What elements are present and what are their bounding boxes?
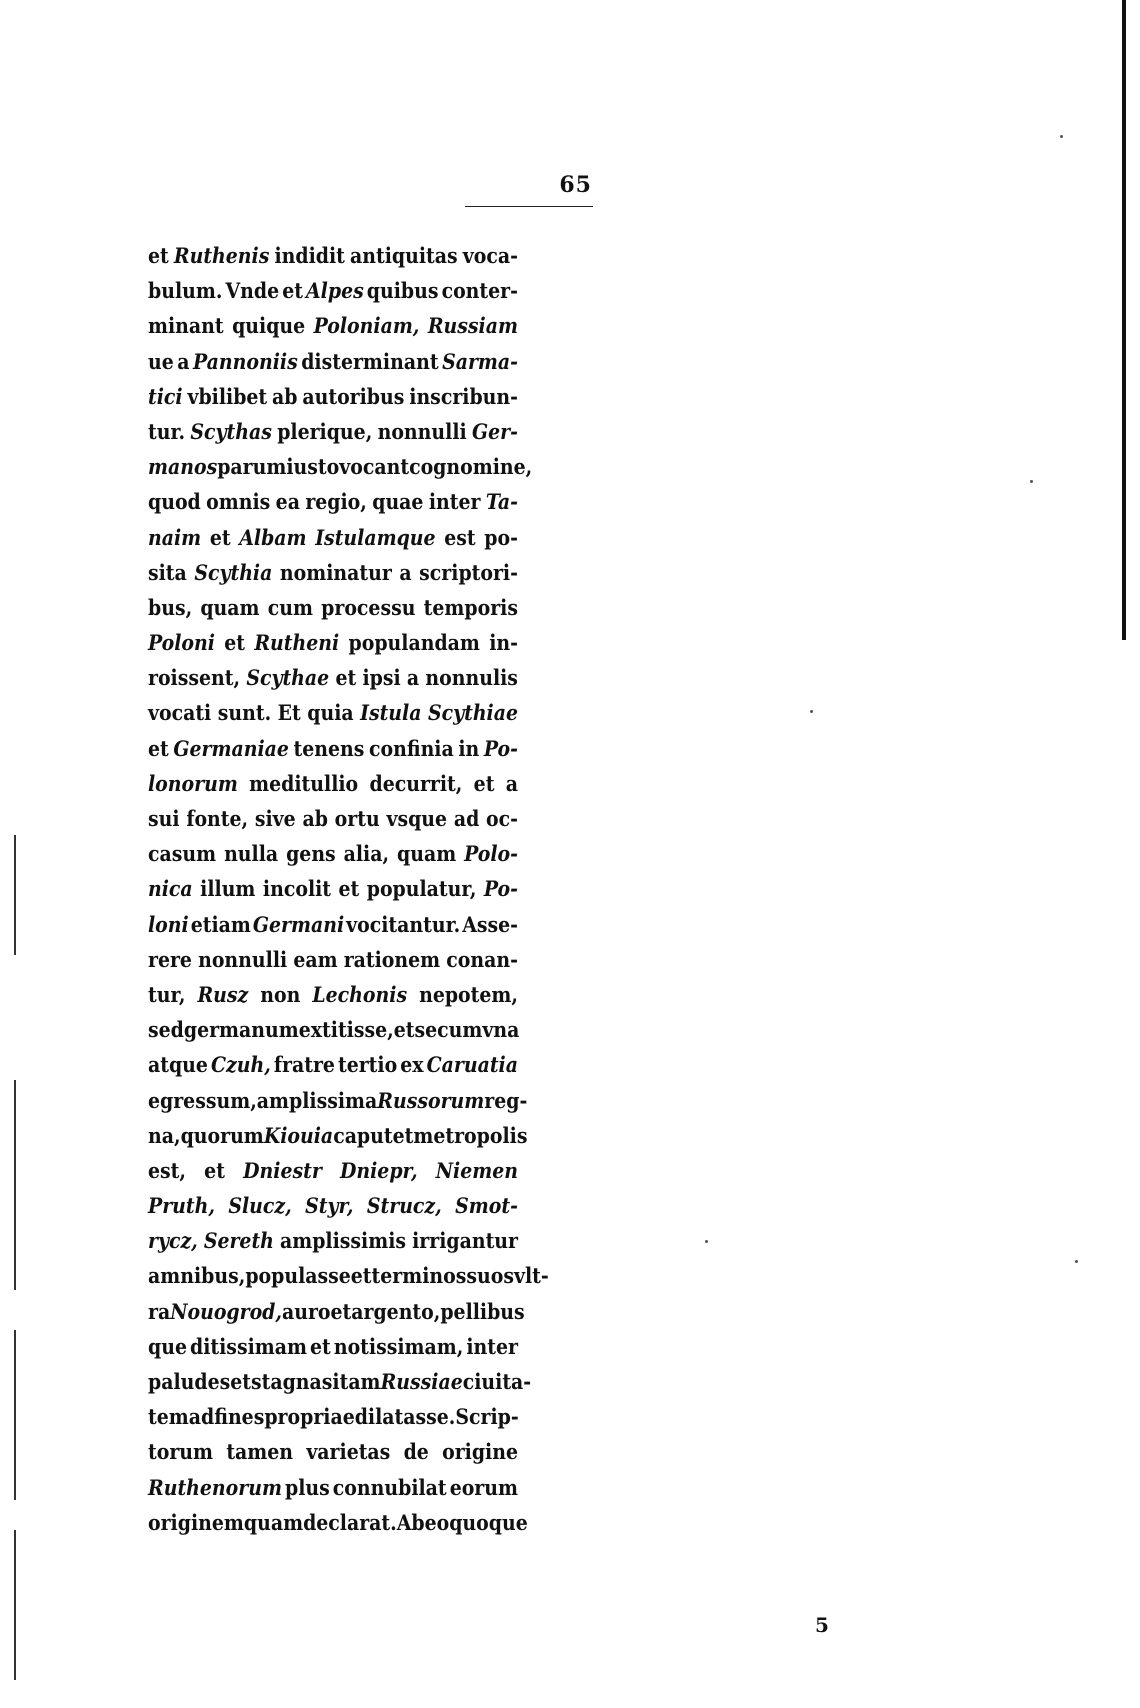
word: amplissima xyxy=(256,1087,378,1113)
word: quorum xyxy=(180,1122,264,1148)
text-line xyxy=(148,1012,518,1047)
word: Ab xyxy=(396,1509,425,1535)
word: quam xyxy=(243,1509,304,1535)
word: naim xyxy=(148,524,202,550)
word: Ta- xyxy=(485,489,518,515)
word: Pannoniis xyxy=(193,348,298,374)
word: nonnulli xyxy=(377,418,467,444)
text-line xyxy=(148,1399,518,1434)
word: pellibus xyxy=(440,1298,525,1324)
text-line xyxy=(148,273,518,308)
word: origine xyxy=(442,1439,518,1465)
text-line xyxy=(148,871,518,906)
text-line xyxy=(148,484,518,519)
word: Niemen xyxy=(435,1157,518,1183)
word: ciuita- xyxy=(462,1369,532,1394)
word: inter xyxy=(428,489,481,515)
word: sive xyxy=(254,806,296,831)
word: germanum xyxy=(183,1017,299,1043)
word: Lechonis xyxy=(312,981,408,1007)
word: paludes xyxy=(148,1369,231,1394)
text-line xyxy=(148,344,518,379)
word: propriae xyxy=(264,1404,355,1430)
word: nonnulli xyxy=(198,946,288,972)
word: plerique, xyxy=(277,418,373,444)
word: et xyxy=(392,1122,414,1148)
word: vlt- xyxy=(514,1263,549,1289)
word: Ruthenis xyxy=(173,243,270,268)
word: dilatasse. xyxy=(354,1404,456,1430)
word: Slucz, xyxy=(228,1193,292,1219)
word: Ruthenorum xyxy=(148,1474,282,1500)
word: Rutheni xyxy=(254,630,340,656)
word: a xyxy=(406,665,420,691)
text-line xyxy=(148,555,518,590)
body-text xyxy=(148,238,549,1540)
word: casum xyxy=(148,841,217,867)
word: quam xyxy=(200,594,260,620)
word: stagna xyxy=(250,1369,322,1394)
text-line xyxy=(148,1294,525,1329)
word: populatur, xyxy=(366,876,477,902)
text-line xyxy=(148,308,518,343)
word: sunt. xyxy=(217,700,272,726)
word: tertio xyxy=(337,1052,398,1078)
word: Po- xyxy=(483,735,518,761)
word: alia, xyxy=(343,841,390,867)
text-line xyxy=(148,590,518,625)
word: Et xyxy=(277,700,301,726)
word: declarat. xyxy=(303,1509,397,1535)
word: ad xyxy=(188,1404,215,1430)
paper-speck xyxy=(1075,1260,1078,1263)
word: conter- xyxy=(441,278,518,304)
word: argento, xyxy=(351,1298,441,1324)
word: in- xyxy=(489,630,518,656)
text-line xyxy=(148,907,518,942)
text-line xyxy=(148,1364,532,1399)
word: quique xyxy=(232,313,306,339)
word: originem xyxy=(148,1509,244,1535)
word: Istula xyxy=(360,700,422,726)
word: Pruth, xyxy=(148,1193,215,1219)
word: Ger- xyxy=(472,418,518,444)
word: et xyxy=(224,630,246,656)
word: torum xyxy=(148,1439,214,1465)
word: tici xyxy=(148,383,183,409)
word: et xyxy=(335,665,357,691)
word: scriptori- xyxy=(419,559,518,585)
word: rere xyxy=(148,946,192,972)
word: Sarma- xyxy=(442,348,518,374)
word: voca- xyxy=(462,243,518,268)
word: quod xyxy=(148,489,201,515)
word: manos xyxy=(148,454,218,480)
margin-rule xyxy=(14,1080,16,1290)
word: Strucz, xyxy=(366,1193,442,1219)
word: Czuh, xyxy=(211,1052,271,1078)
word: suos xyxy=(466,1263,514,1289)
word: vocant xyxy=(339,454,410,480)
paper-speck xyxy=(1060,135,1063,138)
word: non xyxy=(260,981,301,1007)
margin-rule xyxy=(14,835,16,955)
word: populandam xyxy=(348,630,480,656)
text-line xyxy=(148,801,518,836)
text-line xyxy=(148,731,518,766)
word: ortu xyxy=(334,806,380,831)
word: tur, xyxy=(148,981,186,1007)
word: amnibus, xyxy=(148,1263,246,1289)
word: quoque xyxy=(449,1509,528,1535)
word: Dniepr, xyxy=(340,1157,418,1183)
word: ab xyxy=(302,806,328,831)
word: et xyxy=(204,1157,225,1183)
word: eo xyxy=(424,1509,450,1535)
word: illum xyxy=(200,876,256,902)
word: loni xyxy=(148,911,189,937)
word: Po- xyxy=(483,876,518,902)
text-line xyxy=(148,379,518,414)
word: Styr, xyxy=(305,1193,354,1219)
word: sui xyxy=(148,806,180,831)
word: sita xyxy=(148,559,187,585)
word: et xyxy=(473,770,495,796)
word: processu xyxy=(321,594,416,620)
text-line xyxy=(148,695,518,730)
word: et xyxy=(282,278,303,304)
word: incolit xyxy=(262,876,332,902)
word: vsque xyxy=(386,806,448,831)
word: temporis xyxy=(423,594,518,620)
word: Russiae xyxy=(380,1369,463,1394)
word: a xyxy=(177,348,190,374)
word: et xyxy=(148,243,169,268)
word: cum xyxy=(267,594,313,620)
word: autoribus xyxy=(302,383,405,409)
text-line xyxy=(148,1329,518,1364)
word: na, xyxy=(148,1122,181,1148)
word: Scythia xyxy=(194,559,273,585)
word: Istulamque xyxy=(315,524,436,550)
word: lonorum xyxy=(148,770,238,796)
word: et xyxy=(209,524,231,550)
text-line xyxy=(148,766,518,801)
word: po- xyxy=(484,524,518,550)
text-line xyxy=(148,1188,518,1223)
word: regio, xyxy=(305,489,367,515)
word: inter xyxy=(466,1333,518,1359)
word: egressum, xyxy=(148,1087,257,1113)
word: vocitantur. xyxy=(346,911,461,937)
text-line xyxy=(148,1118,528,1153)
word: quam xyxy=(397,841,457,867)
word: plus xyxy=(285,1474,330,1500)
word: et xyxy=(330,1298,352,1324)
word: secum xyxy=(414,1017,483,1043)
word: et xyxy=(148,735,169,761)
word: Alpes xyxy=(306,278,364,304)
word: nonnulis xyxy=(425,665,518,691)
word: et xyxy=(393,1017,415,1043)
word: est xyxy=(444,524,476,550)
word: eam xyxy=(293,946,338,972)
word: inscribun- xyxy=(409,383,518,409)
word: ditissimam xyxy=(190,1333,307,1359)
word: eorum xyxy=(449,1474,518,1500)
word: Germani xyxy=(252,911,345,937)
word: metropolis xyxy=(413,1122,528,1148)
word: auro xyxy=(281,1298,331,1324)
word: quae xyxy=(372,489,424,515)
word: Russorum xyxy=(377,1087,485,1113)
text-line xyxy=(148,836,518,871)
text-line xyxy=(148,1470,518,1505)
word: caput xyxy=(333,1122,393,1148)
header-rule xyxy=(465,206,593,207)
word: Asse- xyxy=(462,911,518,937)
text-line xyxy=(148,977,518,1012)
word: ue xyxy=(148,348,174,374)
word: connubilat xyxy=(332,1474,447,1500)
text-line xyxy=(148,1258,549,1293)
word: gens xyxy=(286,841,336,867)
text-line xyxy=(148,414,518,449)
word: sed xyxy=(148,1017,184,1043)
word: vbilibet xyxy=(187,383,268,409)
word: extitisse, xyxy=(298,1017,394,1043)
word: Albam xyxy=(239,524,307,550)
word: Dniestr xyxy=(243,1157,322,1183)
word: in xyxy=(458,735,480,761)
word: antiquitas xyxy=(350,243,458,268)
word: Scythas xyxy=(190,418,272,444)
margin-rule xyxy=(14,1330,16,1500)
word: quibus xyxy=(366,278,439,304)
word: quia xyxy=(307,700,354,726)
word: Sereth xyxy=(203,1228,274,1254)
word: nulla xyxy=(224,841,279,867)
word: Scythae xyxy=(246,665,330,691)
word: que xyxy=(148,1333,187,1359)
word: decurrit, xyxy=(369,770,463,796)
word: Vnde xyxy=(225,278,280,304)
text-line xyxy=(148,238,518,273)
word: a xyxy=(399,559,412,585)
word: etiam xyxy=(190,911,251,937)
word: ex xyxy=(400,1052,424,1078)
text-line xyxy=(148,1434,518,1469)
word: Russiam xyxy=(427,313,518,339)
word: meditullio xyxy=(249,770,359,796)
word: populasse xyxy=(245,1263,351,1289)
word: atque xyxy=(148,1052,208,1078)
word: confinia xyxy=(368,735,454,761)
word: fonte, xyxy=(186,806,249,831)
binding-edge xyxy=(1122,0,1126,640)
word: parum xyxy=(217,454,287,480)
word: Poloniam, xyxy=(313,313,420,339)
word: et xyxy=(338,876,360,902)
word: a xyxy=(505,770,518,796)
word: Rusz xyxy=(197,981,249,1007)
page-number: 65 xyxy=(559,172,592,198)
word: ra xyxy=(148,1298,171,1324)
text-line xyxy=(148,1153,518,1188)
word: notissimam, xyxy=(333,1333,464,1359)
word: vocati xyxy=(148,700,212,726)
word: bulum. xyxy=(148,278,223,304)
word: Smot- xyxy=(455,1193,518,1219)
word: fines xyxy=(214,1404,265,1430)
word: roissent, xyxy=(148,665,241,691)
word: nepotem, xyxy=(419,981,518,1007)
text-line xyxy=(148,449,533,484)
word: bus, xyxy=(148,594,193,620)
word: tur. xyxy=(148,418,186,444)
word: iusto xyxy=(286,454,340,480)
word: Scythiae xyxy=(427,700,518,726)
word: irrigantur xyxy=(412,1228,518,1254)
word: amplissimis xyxy=(279,1228,407,1254)
word: Caruatia xyxy=(426,1052,518,1078)
word: ad xyxy=(453,806,480,831)
word: vna xyxy=(482,1017,520,1043)
word: oc- xyxy=(486,806,518,831)
margin-rule xyxy=(14,1530,16,1680)
word: fratre xyxy=(273,1052,335,1078)
word: rationem xyxy=(343,946,441,972)
word: reg- xyxy=(484,1087,528,1113)
word: Nouogrod, xyxy=(170,1298,282,1324)
word: cognomine, xyxy=(409,454,533,480)
paper-speck xyxy=(1030,480,1033,483)
word: ipsi xyxy=(362,665,401,691)
word: est, xyxy=(148,1157,186,1183)
text-line xyxy=(148,625,518,660)
text-line xyxy=(148,1505,528,1540)
word: nominatur xyxy=(279,559,392,585)
word: terminos xyxy=(371,1263,467,1289)
paper-speck xyxy=(705,1240,708,1243)
text-line xyxy=(148,660,518,695)
word: de xyxy=(403,1439,429,1465)
word: tenens xyxy=(293,735,365,761)
word: ab xyxy=(272,383,298,409)
word: conan- xyxy=(446,946,518,972)
word: indidit xyxy=(274,243,345,268)
text-line xyxy=(148,1047,518,1082)
word: omnis xyxy=(206,489,271,515)
word: et xyxy=(350,1263,372,1289)
word: varietas xyxy=(306,1439,391,1465)
text-line xyxy=(148,942,518,977)
word: Germaniae xyxy=(173,735,289,761)
text-line xyxy=(148,1083,528,1118)
paper-speck xyxy=(810,710,813,713)
word: Kiouia xyxy=(263,1122,334,1148)
text-line xyxy=(148,1223,518,1258)
word: disterminant xyxy=(301,348,439,374)
word: minant xyxy=(148,313,224,339)
word: Poloni xyxy=(148,630,215,656)
text-line xyxy=(148,520,518,555)
word: tamen xyxy=(226,1439,294,1465)
word: Scrip- xyxy=(455,1404,519,1430)
word: Polo- xyxy=(464,841,518,867)
word: nica xyxy=(148,876,193,902)
signature-mark: 5 xyxy=(815,1613,829,1637)
word: ea xyxy=(275,489,300,515)
word: et xyxy=(230,1369,251,1394)
word: tem xyxy=(148,1404,189,1430)
word: rycz, xyxy=(148,1228,198,1254)
word: et xyxy=(310,1333,331,1359)
word: sitam xyxy=(321,1369,381,1394)
